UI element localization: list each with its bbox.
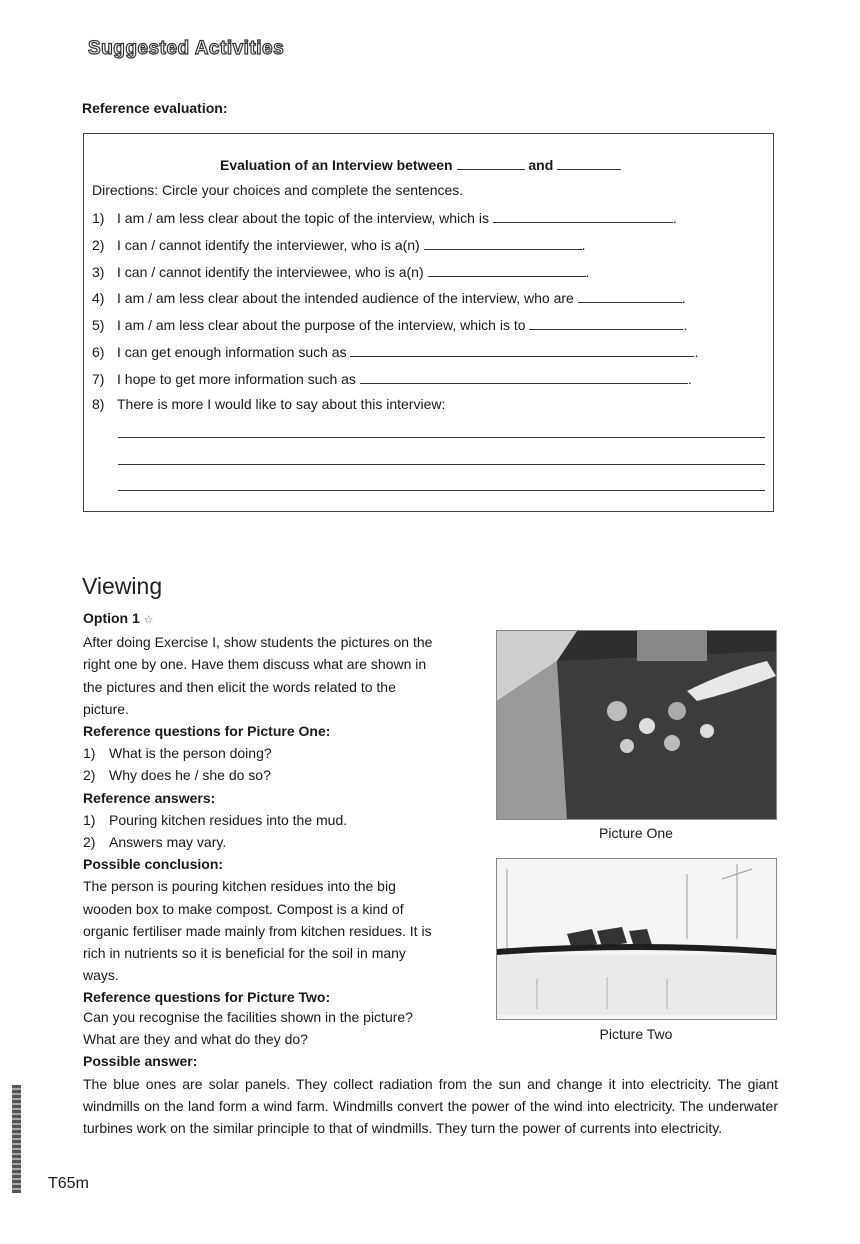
viewing-left-column: [83, 607, 443, 1009]
directions-text: Directions: Circle your choices and complete the sentences.: [92, 182, 464, 198]
answer-blank[interactable]: [493, 209, 673, 223]
writing-line[interactable]: [118, 464, 765, 465]
answer-heading: Possible answer:: [83, 1053, 198, 1070]
picture-two-caption: Picture Two: [599, 1026, 673, 1042]
evaluation-title: [220, 156, 621, 173]
conclusion-heading: Possible conclusion:: [83, 856, 224, 873]
answer-blank[interactable]: [428, 263, 586, 277]
q2-line: Can you recognise the facilities shown in the picture?: [83, 1009, 413, 1025]
q2-heading: Reference questions for Picture Two:: [83, 989, 331, 1006]
a1-heading: Reference answers:: [83, 789, 216, 806]
energy-illustration: [497, 859, 776, 1019]
evaluation-item: 3) I can / cannot identify the interviewee, who is a(n) .: [92, 264, 590, 280]
writing-line[interactable]: [118, 490, 765, 491]
section-title: Suggested Activities: [88, 38, 285, 59]
list-item: 2) Answers may vary.: [83, 834, 227, 851]
evaluation-item: 7) I hope to get more information such as .: [92, 371, 692, 387]
interviewee-blank[interactable]: [557, 156, 621, 170]
page-number: T65m: [48, 1175, 89, 1192]
star-icon: ☆: [143, 614, 154, 626]
q1-heading: Reference questions for Picture One:: [83, 723, 331, 740]
reference-evaluation-label: Reference evaluation:: [82, 100, 228, 116]
evaluation-item: 5) I am / am less clear about the purpose of the interview, which is to .: [92, 317, 688, 333]
list-item: 1) Pouring kitchen residues into the mud.: [83, 811, 348, 828]
answer-text: The blue ones are solar panels. They collect radiation from the sun and change it into electricity. The giant windmills on the land form a wind farm. Windmills convert the power of the wind into electricity. The underwater turbines work on the similar principle to that of windmills. They turn the power of currents into electricity.: [83, 1075, 778, 1137]
evaluation-title-and: and: [528, 157, 554, 173]
answer-blank[interactable]: [424, 236, 582, 250]
evaluation-item: 2) I can / cannot identify the interviewer, who is a(n) .: [92, 237, 586, 253]
q2-line: What are they and what do they do?: [83, 1031, 308, 1048]
list-item: 1) What is the person doing?: [83, 745, 272, 762]
compost-illustration: [497, 631, 776, 819]
evaluation-item: 4) I am / am less clear about the intended audience of the interview, who are .: [92, 290, 686, 306]
evaluation-item: 6) I can get enough information such as .: [92, 344, 699, 360]
answer-blank[interactable]: [529, 316, 683, 330]
conclusion-text: The person is pouring kitchen residues into the big wooden box to make compost. Compost is a kind of organic fertiliser made mainly from kitchen residues. It is rich in nutrients so it is beneficial for the soil in many ways.: [83, 878, 432, 984]
evaluation-item: 8) There is more I would like to say about this interview:: [92, 396, 446, 412]
picture-one-caption: Picture One: [599, 825, 673, 841]
interviewer-blank[interactable]: [457, 156, 525, 170]
evaluation-form: [83, 133, 774, 512]
picture-two-energy: [496, 858, 777, 1020]
answer-blank[interactable]: [350, 343, 694, 357]
side-barcode-strip: [12, 1085, 21, 1193]
answer-blank[interactable]: [360, 370, 688, 384]
answer-blank[interactable]: [578, 289, 682, 303]
evaluation-title-prefix: Evaluation of an Interview between: [220, 157, 453, 173]
writing-line[interactable]: [118, 437, 765, 438]
intro-text: After doing Exercise I, show students the pictures on the right one by one. Have them discuss what are shown in the pictures and then elicit the words related to the picture.: [83, 634, 433, 717]
list-item: 2) Why does he / she do so?: [83, 767, 271, 784]
evaluation-item: 1) I am / am less clear about the topic of the interview, which is .: [92, 210, 677, 226]
option-label: Option 1: [83, 610, 140, 626]
picture-one-compost: [496, 630, 777, 820]
viewing-heading: Viewing: [82, 573, 163, 599]
